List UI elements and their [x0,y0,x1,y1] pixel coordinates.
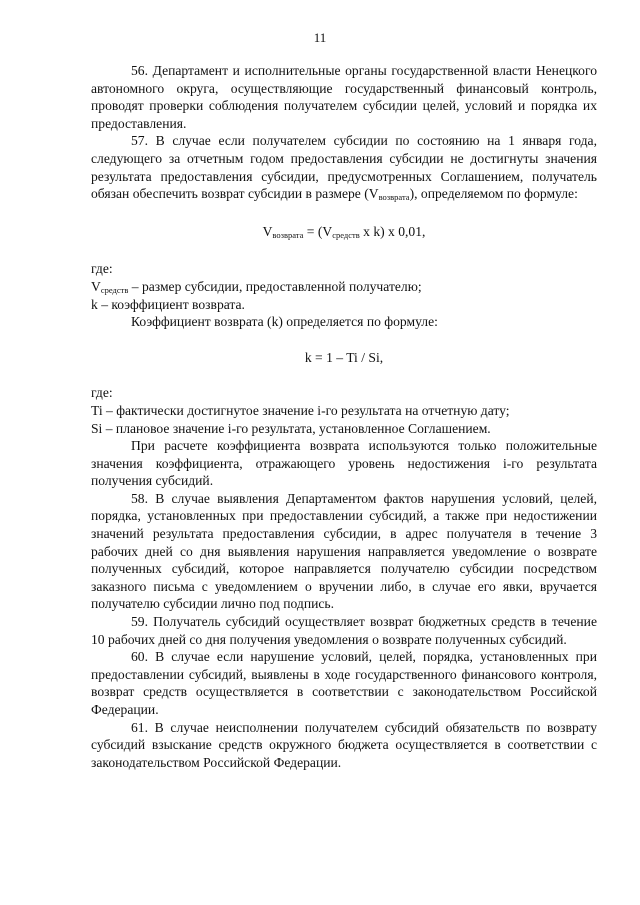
formula-rest: x k) x 0,01, [359,223,426,239]
paragraph-56: 56. Департамент и исполнительные органы государственной власти Ненецкого автономного округа, осуществляющие государственный финансовый контроль, проводят проверки соблюдения получателем субсидии целей, условий и порядка их предоставления. [91,63,597,131]
definition-ti: Ti – фактически достигнутое значение i-го результата на отчетную дату; [91,402,510,418]
coefficient-intro: Коэффициент возврата (k) определяется по формуле: [131,314,438,330]
definition-si: Si – плановое значение i-го результата, установленное Соглашением. [91,420,491,436]
paragraph-58: 58. В случае выявления Департаментом фактов нарушения условий, целей, порядка, установленных при предоставлении субсидий, а также при недостижении значений результата предоставления субсидии, в адрес получателя в течение 3 рабочих дней со дня выявления нарушения направляется уведомление о возврате полученных субсидий, которое направляется получателю субсидии посредством заказного письма с уведомлением о вручении либо, в случае его явки, вручается получателю субсидии лично под подпись. [91,490,597,612]
paragraph-59: 59. Получатель субсидий осуществляет возврат бюджетных средств в течение 10 рабочих дней со дня получения уведомления о возврате полученных субсидий. [91,614,597,647]
paragraph-57-text: 57. В случае если получателем субсидии по состоянию на 1 января года, следующего за отчетным годом предоставления субсидии не достигнуты значения результата предоставления субсидии, предусмотренных Соглашением, получатель обязан обеспечить возврат субсидии в размере (V [91,133,597,202]
formula-v: V [262,223,273,239]
formula-mid: = (V [303,223,333,239]
document-body [91,62,597,771]
definition-v-symbol: V [91,278,101,294]
formula-sub-sredstv: средств [332,229,360,240]
definition-v-subscript: средств [100,284,129,295]
paragraph-61: 61. В случае неисполнении получателем субсидий обязательств по возврату субсидий взыскание средств окружного бюджета осуществляется в соответствии с законодательством Российской Федерации. [91,719,597,770]
paragraph-calculation: При расчете коэффициента возврата используются только положительные значения коэффициента, отражающего уровень недостижения i-го результата получения субсидий. [91,438,597,489]
definition-v [91,278,597,296]
definition-v-text: – размер субсидии, предоставленной получателю; [128,278,422,294]
where-label-1: где: [91,261,113,277]
definition-k: k – коэффициент возврата. [91,296,245,312]
page-number: 11 [313,30,327,45]
formula-return-amount [91,223,597,241]
paragraph-57-tail: ), определяемом по формуле: [409,186,578,202]
paragraph-60: 60. В случае если нарушение условий, целей, порядка, установленных при предоставлении субсидий, выявлены в ходе государственного финансового контроля, возврат средств осуществляется в соответствии с законодательством Российской Федерации. [91,649,597,717]
formula-coefficient: k = 1 – Ti / Si, [304,349,384,365]
where-label-2: где: [91,385,113,401]
paragraph-57-subscript: возврата [378,192,410,203]
paragraph-57 [91,132,597,202]
formula-sub-vozvrata: возврата [272,229,304,240]
